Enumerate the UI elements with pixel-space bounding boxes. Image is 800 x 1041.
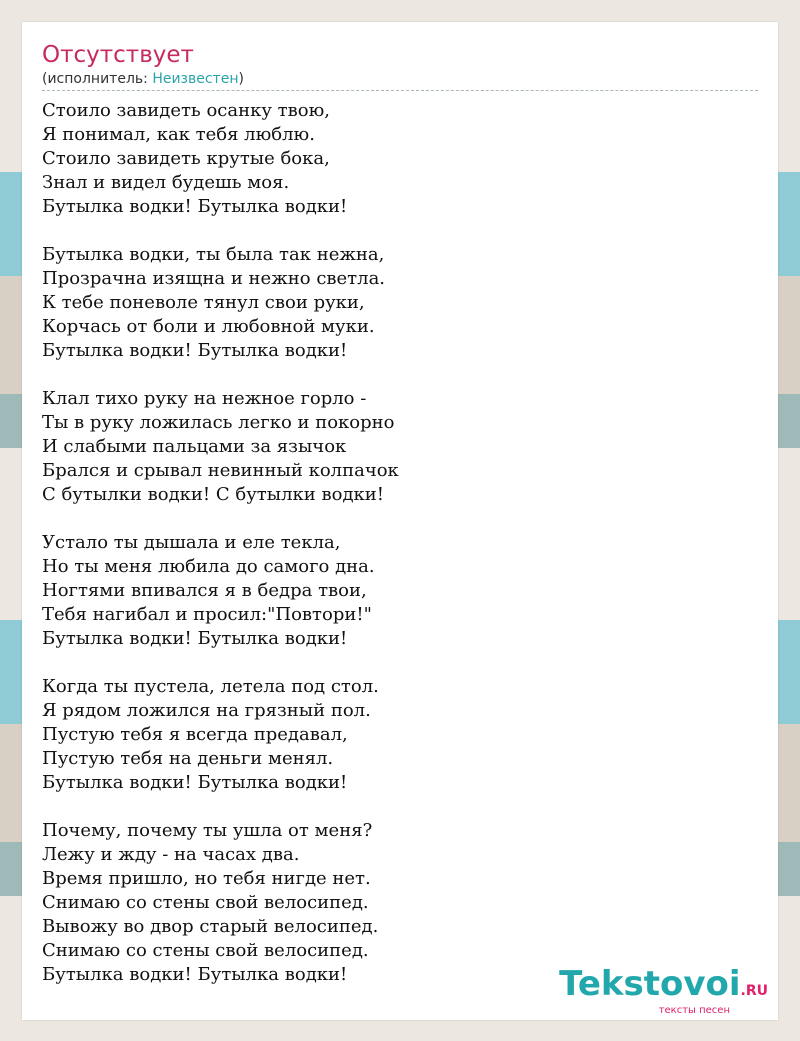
lyrics-line: Прозрачна изящна и нежно светла. [42,268,386,289]
lyrics-line: Снимаю со стены свой велосипед. [42,940,369,961]
lyrics-line: Тебя нагибал и просил:"Повтори!" [42,604,372,625]
lyrics-stanza [42,675,758,795]
lyrics-line: Бутылка водки, ты была так нежна, [42,244,385,265]
lyrics-line: Пустую тебя на деньги менял. [42,748,334,769]
artist-suffix: ) [238,71,244,87]
lyrics-line: Брался и срывал невинный колпачок [42,460,399,481]
artist-prefix: (исполнитель: [42,71,153,87]
lyrics-line: Снимаю со стены свой велосипед. [42,892,369,913]
lyrics-stanza [42,531,758,651]
song-title: Отсутствует [42,42,194,68]
lyrics-line: Бутылка водки! Бутылка водки! [42,196,348,217]
logo-wordmark [559,966,768,1009]
lyrics-line: Стоило завидеть осанку твою, [42,100,330,121]
lyrics-line: Но ты меня любила до самого дна. [42,556,375,577]
logo-tld: .RU [740,983,768,999]
lyrics-stanza [42,99,758,219]
lyrics-line: С бутылки водки! С бутылки водки! [42,484,385,505]
lyrics-line: Время пришло, но тебя нигде нет. [42,868,371,889]
lyrics-line: Я понимал, как тебя люблю. [42,124,315,145]
lyrics-line: Бутылка водки! Бутылка водки! [42,772,348,793]
lyrics-line: Ты в руку ложилась легко и покорно [42,412,395,433]
lyrics-text [42,99,758,1011]
lyrics-stanza [42,819,758,987]
lyrics-line: Я рядом ложился на грязный пол. [42,700,371,721]
lyrics-line: Ногтями впивался я в бедра твои, [42,580,367,601]
lyrics-line: Бутылка водки! Бутылка водки! [42,340,348,361]
lyrics-line: Устало ты дышала и еле текла, [42,532,341,553]
lyrics-line: Бутылка водки! Бутылка водки! [42,964,348,985]
artist-line [42,70,758,91]
lyrics-line: Корчась от боли и любовной муки. [42,316,375,337]
lyrics-line: Стоило завидеть крутые бока, [42,148,330,169]
site-logo[interactable] [559,966,768,1016]
artist-link[interactable]: Неизвестен [152,71,239,87]
lyrics-line: Почему, почему ты ушла от меня? [42,820,373,841]
lyrics-line: Клал тихо руку на нежное горло - [42,388,367,409]
lyrics-line: Знал и видел будешь моя. [42,172,290,193]
lyrics-line: Бутылка водки! Бутылка водки! [42,628,348,649]
lyrics-line: Лежу и жду - на часах два. [42,844,300,865]
lyrics-card [22,22,778,1020]
logo-tagline: тексты песен [658,1005,730,1016]
lyrics-line: Когда ты пустела, летела под стол. [42,676,379,697]
lyrics-line: Пустую тебя я всегда предавал, [42,724,348,745]
logo-main-text: Tekstovoi [559,964,741,1004]
lyrics-line: Вывожу во двор старый велосипед. [42,916,379,937]
lyrics-stanza [42,243,758,363]
lyrics-stanza [42,387,758,507]
song-header [42,40,758,91]
lyrics-line: И слабыми пальцами за язычок [42,436,347,457]
lyrics-line: К тебе поневоле тянул свои руки, [42,292,365,313]
